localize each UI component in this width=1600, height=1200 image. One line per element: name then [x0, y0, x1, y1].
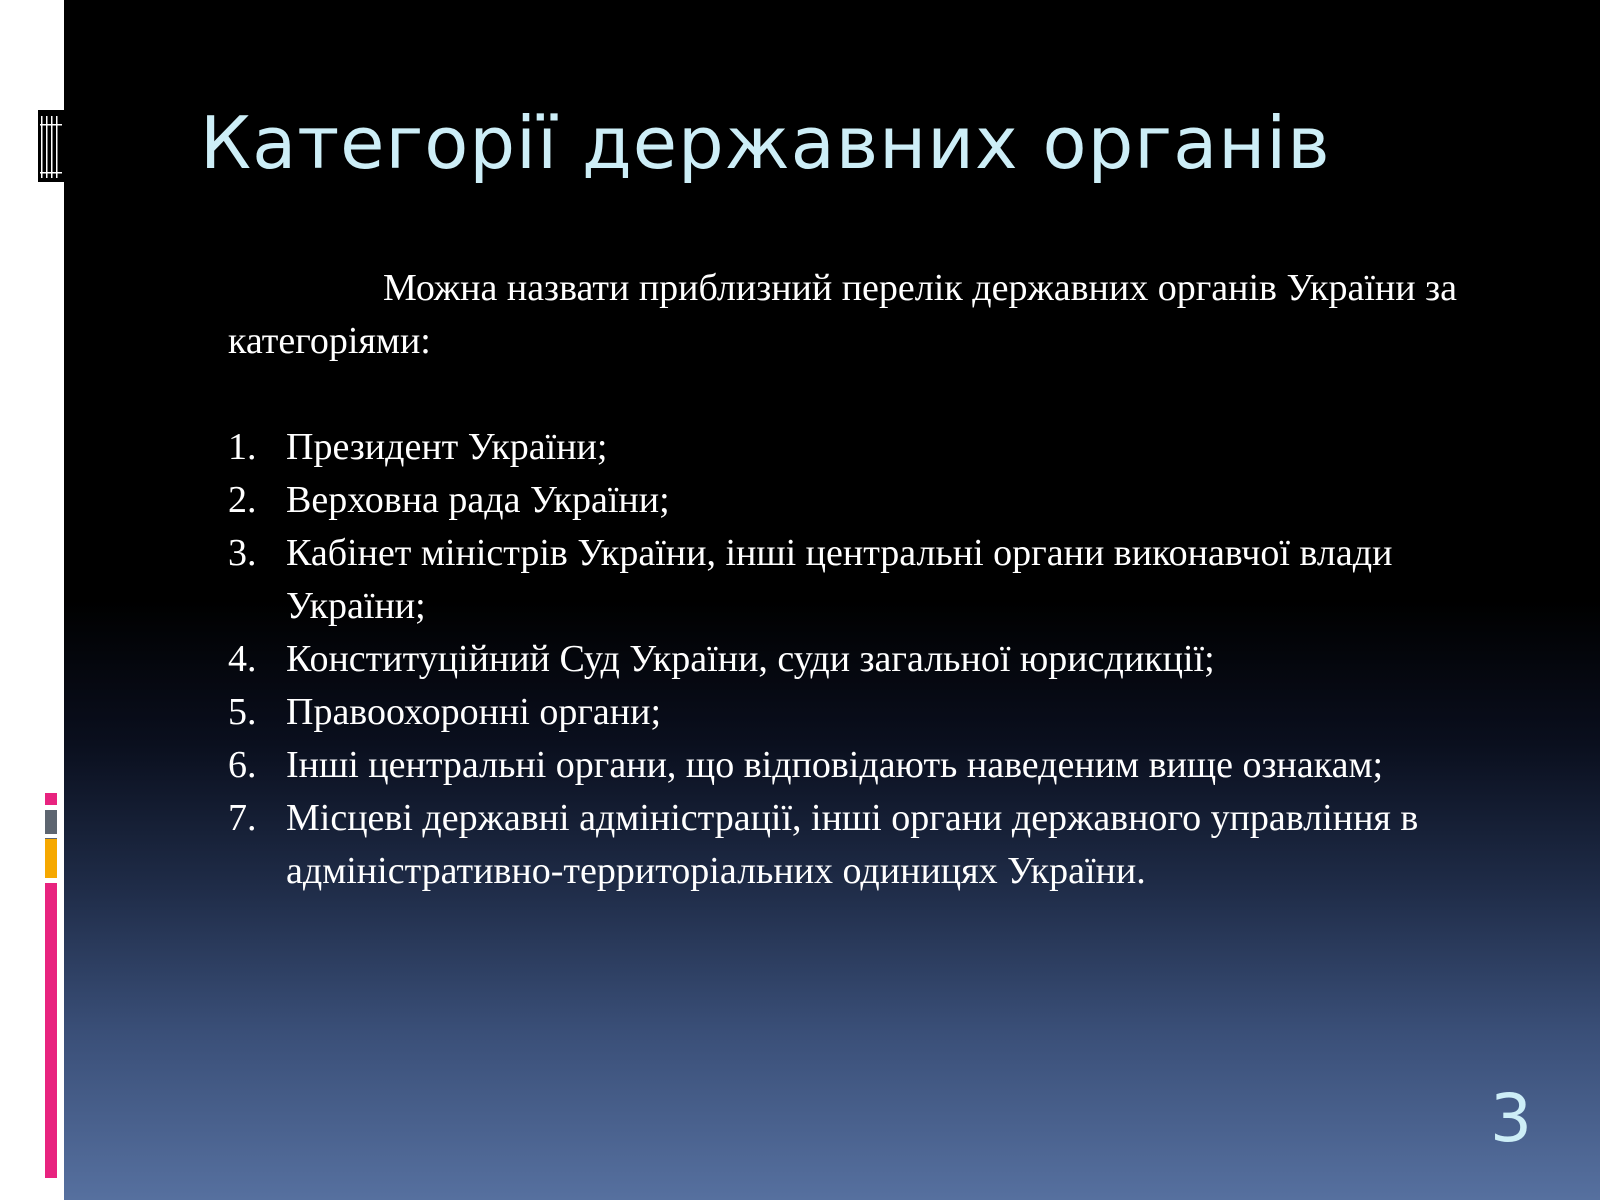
page-number: 3 — [1490, 1080, 1532, 1157]
list-item-text: Правоохоронні органи; — [286, 691, 662, 733]
list-item-text: Конституційний Суд України, суди загальної юрисдикції; — [286, 638, 1215, 680]
list-item-number: 3. — [228, 532, 257, 574]
list-item-text: Кабінет міністрів України, інші центральні органи виконавчої влади України; — [286, 532, 1393, 627]
list-item-text: Президент України; — [286, 426, 608, 468]
stripes-icon — [38, 110, 64, 182]
list-item-number: 1. — [228, 426, 257, 468]
list-item — [228, 421, 1458, 474]
state-bodies-list — [228, 421, 1458, 898]
list-item-number: 2. — [228, 479, 257, 521]
list-item-number: 4. — [228, 638, 257, 680]
list-item-text: Інші центральні органи, що відповідають наведеним вище ознакам; — [286, 744, 1384, 786]
list-item — [228, 474, 1458, 527]
list-item — [228, 527, 1458, 633]
left-decoration — [0, 0, 64, 1200]
list-item-number: 7. — [228, 797, 257, 839]
list-item — [228, 686, 1458, 739]
list-item — [228, 792, 1458, 898]
list-item-text: Місцеві державні адміністрації, інші органи державного управління в адміністративно-территоріальних одиницях України. — [286, 797, 1419, 892]
accent-bar-pink-small — [45, 793, 57, 805]
accent-bar-pink-long — [45, 883, 57, 1178]
slide-title: Категорії державних органів — [200, 101, 1331, 185]
intro-paragraph: Можна назвати приблизний перелік державних органів України за категоріями: — [228, 267, 1457, 362]
accent-bar-gray-top — [45, 810, 57, 834]
accent-bar-orange — [45, 839, 57, 878]
list-item — [228, 739, 1458, 792]
list-item-text: Верховна рада України; — [286, 479, 670, 521]
list-item — [228, 633, 1458, 686]
list-item-number: 5. — [228, 691, 257, 733]
slide-content — [228, 262, 1458, 898]
list-item-number: 6. — [228, 744, 257, 786]
